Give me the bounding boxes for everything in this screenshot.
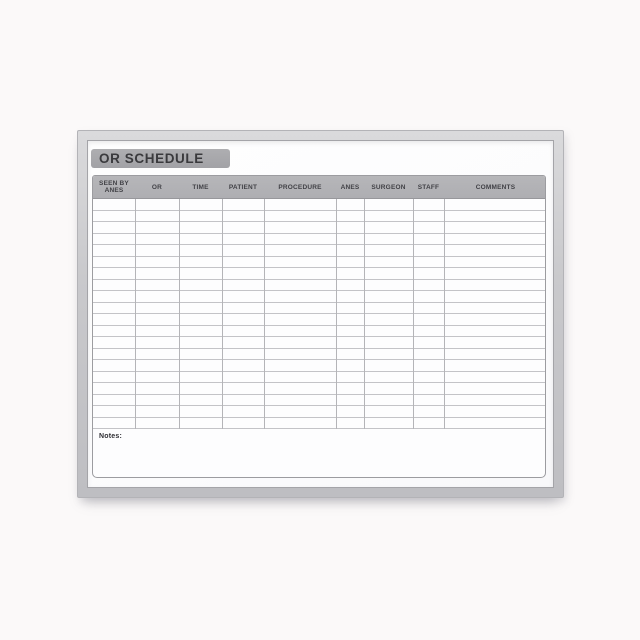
table-row <box>93 257 545 269</box>
column-header-seen-by-anes <box>93 180 135 194</box>
whiteboard-frame <box>77 130 564 498</box>
schedule-grid <box>92 175 546 478</box>
column-header-line: SURGEON <box>371 183 406 191</box>
table-row <box>93 303 545 315</box>
column-header-line: ANES <box>340 183 360 191</box>
column-header-line: COMMENTS <box>475 183 516 191</box>
column-header-line: PATIENT <box>228 183 258 191</box>
table-header-row <box>93 176 545 199</box>
column-header-line: TIME <box>192 183 209 191</box>
column-header-patient <box>222 184 264 191</box>
table-row <box>93 211 545 223</box>
column-header-line: ANES <box>104 187 124 194</box>
table-row <box>93 199 545 211</box>
table-row <box>93 383 545 395</box>
table-row <box>93 314 545 326</box>
column-header-line: OR <box>151 183 163 191</box>
column-header-line: SEEN BY <box>99 180 129 187</box>
table-row <box>93 245 545 257</box>
column-header-procedure <box>264 184 336 191</box>
notes-label: Notes: <box>99 433 122 440</box>
column-header-line: STAFF <box>417 183 440 191</box>
column-header-staff <box>413 184 444 191</box>
column-divider <box>264 199 265 429</box>
table-body <box>93 199 545 429</box>
table-row <box>93 360 545 372</box>
table-row <box>93 395 545 407</box>
column-divider <box>179 199 180 429</box>
table-row <box>93 349 545 361</box>
table-row <box>93 372 545 384</box>
column-divider <box>364 199 365 429</box>
board-title: OR SCHEDULE <box>99 151 204 166</box>
whiteboard-surface <box>87 140 554 488</box>
table-row <box>93 418 545 430</box>
column-header-time <box>179 184 222 191</box>
column-divider <box>444 199 445 429</box>
column-divider <box>413 199 414 429</box>
table-row <box>93 326 545 338</box>
column-header-anes <box>336 184 364 191</box>
column-divider <box>222 199 223 429</box>
table-row <box>93 222 545 234</box>
column-header-or <box>135 184 179 191</box>
table-row <box>93 406 545 418</box>
column-header-comments <box>444 184 547 191</box>
table-row <box>93 234 545 246</box>
table-row <box>93 268 545 280</box>
table-row <box>93 337 545 349</box>
table-row <box>93 280 545 292</box>
notes-section <box>93 429 545 478</box>
column-header-line: PROCEDURE <box>278 183 322 191</box>
table-row <box>93 291 545 303</box>
column-header-surgeon <box>364 184 413 191</box>
column-divider <box>336 199 337 429</box>
column-divider <box>135 199 136 429</box>
title-box <box>91 149 230 168</box>
